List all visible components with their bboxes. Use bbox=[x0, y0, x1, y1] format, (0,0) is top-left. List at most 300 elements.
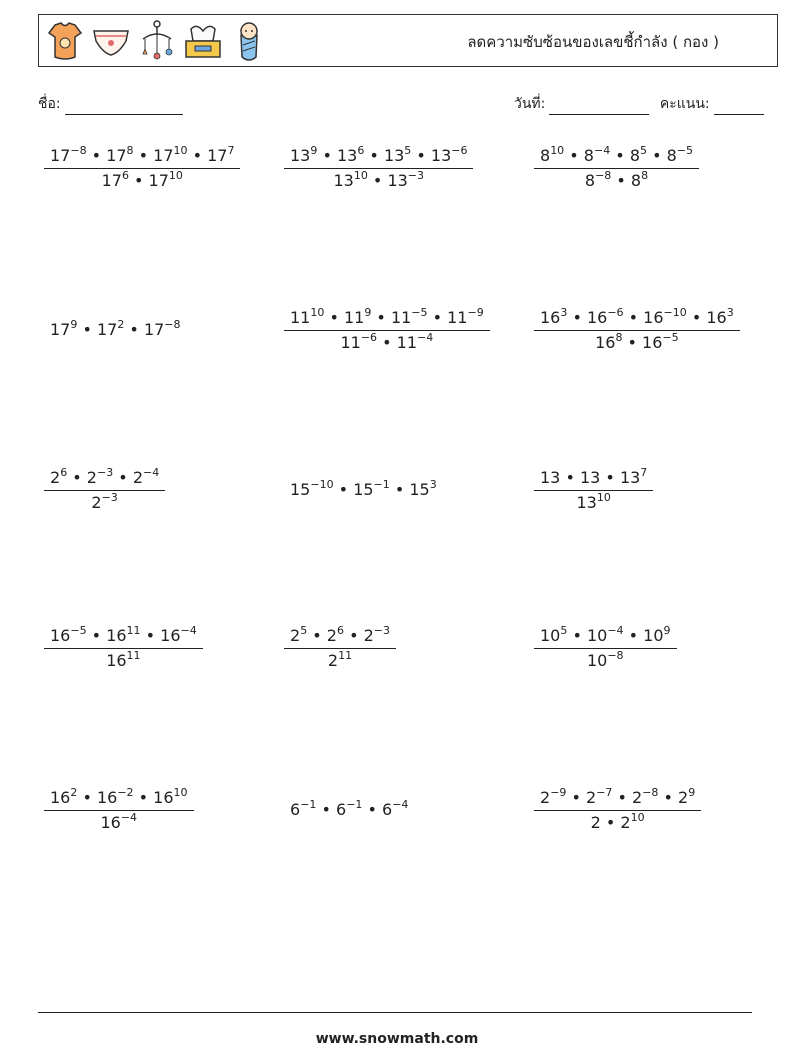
exponent: 9 bbox=[663, 624, 671, 637]
denominator bbox=[284, 330, 490, 351]
exponent: −3 bbox=[101, 491, 118, 504]
fraction bbox=[534, 624, 677, 670]
power-term bbox=[50, 146, 87, 165]
base: 16 bbox=[642, 333, 663, 352]
power-term bbox=[447, 308, 484, 327]
power-term bbox=[409, 480, 436, 499]
fraction bbox=[284, 306, 490, 352]
footer-url: www.snowmath.com bbox=[315, 1031, 479, 1047]
exponent: −4 bbox=[607, 624, 624, 637]
exponent: 9 bbox=[688, 786, 696, 799]
base: 6 bbox=[336, 800, 347, 819]
problem-4 bbox=[44, 318, 181, 339]
multiply-dot: • bbox=[317, 146, 337, 165]
problem-6 bbox=[534, 306, 740, 352]
multiply-dot: • bbox=[600, 813, 621, 832]
numerator bbox=[284, 144, 473, 168]
base: 16 bbox=[106, 651, 127, 670]
crib-mobile-icon bbox=[137, 19, 177, 63]
name-field bbox=[38, 93, 183, 115]
numerator bbox=[534, 786, 701, 810]
exponent: 9 bbox=[70, 318, 78, 331]
exponent: 3 bbox=[726, 306, 734, 319]
base: 6 bbox=[382, 800, 393, 819]
exponent: 6 bbox=[357, 144, 365, 157]
base: 13 bbox=[333, 171, 354, 190]
power-term bbox=[620, 813, 644, 832]
exponent: −10 bbox=[663, 306, 687, 319]
power-term bbox=[106, 651, 140, 670]
exponent: −9 bbox=[550, 786, 567, 799]
power-term bbox=[333, 171, 367, 190]
numerator bbox=[534, 466, 653, 490]
numerator bbox=[534, 306, 740, 330]
exponent: −4 bbox=[392, 798, 409, 811]
base: 16 bbox=[50, 626, 71, 645]
power-term bbox=[337, 146, 364, 165]
power-term bbox=[87, 468, 113, 487]
power-term bbox=[540, 146, 564, 165]
diaper-icon bbox=[91, 19, 131, 63]
exponent: −4 bbox=[593, 144, 611, 157]
multiply-dot: • bbox=[77, 788, 97, 807]
base: 2 bbox=[632, 788, 643, 807]
power-term bbox=[391, 308, 428, 327]
exponent: −1 bbox=[300, 798, 317, 811]
exponent: −2 bbox=[117, 786, 134, 799]
power-term bbox=[290, 800, 316, 819]
base: 16 bbox=[586, 308, 608, 327]
fraction bbox=[534, 306, 740, 352]
exponent: −5 bbox=[676, 144, 694, 157]
base: 16 bbox=[160, 626, 181, 645]
base: 16 bbox=[50, 788, 71, 807]
multiply-dot: • bbox=[427, 308, 448, 327]
power-term bbox=[290, 308, 324, 327]
multiply-dot: • bbox=[611, 171, 631, 190]
base: 2 bbox=[132, 468, 143, 487]
multiply-dot: • bbox=[86, 146, 107, 165]
base: 2 bbox=[290, 626, 301, 645]
denominator bbox=[44, 490, 165, 511]
base: 2 bbox=[540, 788, 551, 807]
power-term bbox=[91, 493, 117, 512]
swaddled-baby-icon bbox=[229, 19, 269, 63]
fraction bbox=[284, 624, 396, 670]
exponent: −6 bbox=[607, 306, 624, 319]
problem-5 bbox=[284, 306, 490, 352]
exponent: 5 bbox=[560, 624, 568, 637]
base: 16 bbox=[643, 308, 664, 327]
base: 17 bbox=[153, 146, 174, 165]
footer-divider bbox=[38, 1012, 752, 1013]
name-blank bbox=[65, 100, 183, 115]
fraction bbox=[44, 144, 240, 190]
base: 13 bbox=[576, 493, 597, 512]
power-term bbox=[153, 788, 187, 807]
exponent: 10 bbox=[168, 169, 183, 182]
power-term bbox=[100, 813, 137, 832]
base: 11 bbox=[340, 333, 361, 352]
exponent: −4 bbox=[120, 811, 138, 824]
date-blank bbox=[549, 100, 649, 115]
exponent: 3 bbox=[560, 306, 568, 319]
power-term bbox=[678, 788, 695, 807]
base: 17 bbox=[101, 171, 122, 190]
problem-3 bbox=[534, 144, 699, 190]
multiply-dot: • bbox=[124, 320, 144, 339]
multiply-dot: • bbox=[324, 308, 344, 327]
name-label: ชื่อ: bbox=[38, 96, 61, 112]
exponent: 5 bbox=[640, 144, 647, 157]
base: 2 bbox=[620, 813, 631, 832]
worksheet-title: ลดความซับซ้อนของเลขชี้กำลัง ( กอง ) bbox=[467, 33, 719, 51]
multiply-dot: • bbox=[77, 320, 97, 339]
problem-7 bbox=[44, 466, 165, 512]
exponent: 11 bbox=[338, 649, 353, 662]
fraction bbox=[534, 786, 701, 832]
power-term bbox=[50, 320, 77, 339]
base: 11 bbox=[396, 333, 418, 352]
power-term bbox=[353, 480, 390, 499]
power-term bbox=[364, 626, 390, 645]
multiply-dot: • bbox=[187, 146, 208, 165]
base: 8 bbox=[584, 171, 596, 190]
date-score-field bbox=[514, 93, 764, 115]
base: 2 bbox=[86, 468, 97, 487]
exponent: 10 bbox=[173, 786, 188, 799]
problem-11 bbox=[284, 624, 396, 670]
power-term bbox=[133, 468, 159, 487]
power-term bbox=[587, 626, 624, 645]
base: 2 bbox=[590, 813, 601, 832]
multiply-dot: • bbox=[316, 800, 337, 819]
problem-2 bbox=[284, 144, 473, 190]
power-term bbox=[643, 626, 670, 645]
denominator bbox=[44, 810, 194, 831]
power-term bbox=[540, 788, 566, 807]
multiply-dot: • bbox=[128, 171, 149, 190]
power-term bbox=[586, 788, 612, 807]
power-term bbox=[207, 146, 234, 165]
base: 17 bbox=[143, 320, 165, 339]
exponent: 11 bbox=[126, 649, 141, 662]
exponent: −9 bbox=[467, 306, 484, 319]
base: 16 bbox=[100, 813, 121, 832]
exponent: 10 bbox=[596, 491, 611, 504]
power-term bbox=[540, 626, 567, 645]
base: 10 bbox=[586, 651, 608, 670]
base: 8 bbox=[666, 146, 677, 165]
baby-bodysuit-icon bbox=[45, 19, 85, 63]
power-term bbox=[336, 800, 362, 819]
fraction bbox=[44, 466, 165, 512]
power-term bbox=[585, 171, 611, 190]
power-term bbox=[630, 146, 647, 165]
score-blank bbox=[714, 100, 764, 115]
exponent: 6 bbox=[336, 624, 344, 637]
tissue-box-icon bbox=[183, 19, 223, 63]
power-term bbox=[344, 308, 371, 327]
denominator bbox=[44, 648, 203, 669]
problem-9 bbox=[534, 466, 653, 512]
power-term bbox=[643, 308, 687, 327]
numerator bbox=[534, 144, 699, 168]
problem-12 bbox=[534, 624, 677, 670]
exponent: −8 bbox=[164, 318, 181, 331]
multiply-dot: • bbox=[622, 333, 643, 352]
base: 2 bbox=[91, 493, 102, 512]
exponent: −6 bbox=[451, 144, 468, 157]
exponent: 8 bbox=[615, 331, 623, 344]
exponent: 10 bbox=[310, 306, 325, 319]
multiply-dot: • bbox=[411, 146, 431, 165]
base: 2 bbox=[327, 651, 339, 670]
exponent: −10 bbox=[310, 478, 334, 491]
power-term bbox=[340, 333, 377, 352]
exponent: 2 bbox=[117, 318, 125, 331]
multiply-dot: • bbox=[623, 626, 644, 645]
base: 8 bbox=[583, 146, 594, 165]
exponent: −3 bbox=[96, 466, 114, 479]
exponent: −1 bbox=[373, 478, 390, 491]
expression bbox=[284, 798, 409, 819]
numerator bbox=[44, 466, 165, 490]
denominator bbox=[534, 810, 701, 831]
power-term bbox=[106, 626, 140, 645]
base: 8 bbox=[540, 146, 551, 165]
exponent: −7 bbox=[596, 786, 613, 799]
multiply-dot: • bbox=[600, 468, 620, 487]
exponent: 9 bbox=[310, 144, 318, 157]
base: 13 bbox=[430, 146, 452, 165]
fraction bbox=[534, 144, 699, 190]
header-box bbox=[38, 14, 778, 67]
base: 16 bbox=[153, 788, 174, 807]
power-term bbox=[106, 146, 133, 165]
power-term bbox=[144, 320, 181, 339]
base: 17 bbox=[96, 320, 118, 339]
denominator bbox=[44, 168, 240, 189]
multiply-dot: • bbox=[610, 146, 630, 165]
base: 11 bbox=[390, 308, 412, 327]
power-term bbox=[382, 800, 408, 819]
problem-1 bbox=[44, 144, 240, 190]
multiply-dot: • bbox=[567, 626, 587, 645]
multiply-dot: • bbox=[647, 146, 667, 165]
denominator bbox=[534, 490, 653, 511]
numerator bbox=[44, 624, 203, 648]
power-term bbox=[50, 468, 67, 487]
multiply-dot: • bbox=[367, 171, 388, 190]
power-term bbox=[540, 308, 567, 327]
power-term bbox=[290, 480, 334, 499]
exponent: 10 bbox=[550, 144, 565, 157]
exponent: −4 bbox=[180, 624, 197, 637]
power-term bbox=[595, 333, 622, 352]
exponent: −8 bbox=[595, 169, 612, 182]
exponent: 10 bbox=[630, 811, 645, 824]
base: 10 bbox=[540, 626, 561, 645]
power-term bbox=[706, 308, 733, 327]
power-term bbox=[584, 146, 610, 165]
numerator bbox=[44, 786, 194, 810]
fraction bbox=[44, 624, 203, 670]
power-term bbox=[290, 626, 307, 645]
exponent: 6 bbox=[60, 466, 68, 479]
power-term bbox=[431, 146, 468, 165]
multiply-dot: • bbox=[389, 480, 410, 499]
exponent: 7 bbox=[227, 144, 235, 157]
problem-13 bbox=[44, 786, 194, 832]
multiply-dot: • bbox=[612, 788, 633, 807]
fraction bbox=[284, 144, 473, 190]
multiply-dot: • bbox=[86, 626, 107, 645]
multiply-dot: • bbox=[362, 800, 383, 819]
power-term bbox=[97, 788, 134, 807]
power-term bbox=[642, 333, 679, 352]
expression bbox=[284, 478, 437, 499]
base: 2 bbox=[678, 788, 689, 807]
header-icons bbox=[45, 19, 269, 64]
problem-10 bbox=[44, 624, 203, 670]
multiply-dot: • bbox=[133, 146, 154, 165]
numerator bbox=[284, 306, 490, 330]
base: 10 bbox=[643, 626, 664, 645]
multiply-dot: • bbox=[686, 308, 707, 327]
exponent: 2 bbox=[70, 786, 78, 799]
power-term bbox=[587, 308, 624, 327]
base: 17 bbox=[50, 146, 71, 165]
base: 2 bbox=[586, 788, 597, 807]
power-term bbox=[587, 651, 624, 670]
base: 11 bbox=[343, 308, 365, 327]
denominator bbox=[284, 168, 473, 189]
power-term bbox=[387, 171, 424, 190]
base: 13 bbox=[387, 171, 408, 190]
base: 16 bbox=[595, 333, 616, 352]
numerator bbox=[534, 624, 677, 648]
power-term bbox=[540, 468, 560, 487]
power-term bbox=[631, 171, 648, 190]
base: 2 bbox=[363, 626, 374, 645]
base: 16 bbox=[706, 308, 727, 327]
numerator bbox=[44, 144, 240, 168]
exponent: −3 bbox=[407, 169, 425, 182]
power-term bbox=[50, 788, 77, 807]
exponent: −6 bbox=[360, 331, 378, 344]
numerator bbox=[284, 624, 396, 648]
fraction bbox=[44, 786, 194, 832]
denominator bbox=[284, 648, 396, 669]
exponent: 3 bbox=[429, 478, 437, 491]
multiply-dot: • bbox=[113, 468, 133, 487]
base: 11 bbox=[447, 308, 468, 327]
date-label: วันที่: bbox=[514, 96, 546, 112]
base: 13 bbox=[290, 146, 311, 165]
exponent: 5 bbox=[404, 144, 412, 157]
base: 10 bbox=[586, 626, 608, 645]
exponent: −8 bbox=[607, 649, 624, 662]
multiply-dot: • bbox=[133, 788, 154, 807]
power-term bbox=[632, 788, 658, 807]
problem-8 bbox=[284, 478, 437, 499]
power-term bbox=[153, 146, 187, 165]
exponent: −1 bbox=[346, 798, 363, 811]
fraction bbox=[534, 466, 653, 512]
base: 2 bbox=[50, 468, 61, 487]
exponent: 10 bbox=[353, 169, 368, 182]
base: 16 bbox=[96, 788, 118, 807]
denominator bbox=[534, 648, 677, 669]
exponent: 11 bbox=[126, 624, 141, 637]
multiply-dot: • bbox=[658, 788, 679, 807]
multiply-dot: • bbox=[566, 788, 587, 807]
exponent: −8 bbox=[70, 144, 87, 157]
base: 16 bbox=[106, 626, 127, 645]
multiply-dot: • bbox=[140, 626, 161, 645]
power-term bbox=[50, 626, 87, 645]
base: 8 bbox=[629, 146, 640, 165]
base: 17 bbox=[207, 146, 228, 165]
base: 2 bbox=[326, 626, 337, 645]
exponent: −5 bbox=[662, 331, 679, 344]
power-term bbox=[591, 813, 601, 832]
multiply-dot: • bbox=[67, 468, 87, 487]
base: 13 bbox=[619, 468, 641, 487]
multiply-dot: • bbox=[560, 468, 580, 487]
base: 13 bbox=[540, 468, 561, 487]
power-term bbox=[149, 171, 183, 190]
power-term bbox=[384, 146, 411, 165]
expression bbox=[44, 318, 181, 339]
exponent: 6 bbox=[121, 169, 129, 182]
multiply-dot: • bbox=[333, 480, 354, 499]
exponent: −5 bbox=[70, 624, 87, 637]
power-term bbox=[97, 320, 124, 339]
exponent: 8 bbox=[641, 169, 649, 182]
base: 17 bbox=[50, 320, 71, 339]
power-term bbox=[397, 333, 434, 352]
multiply-dot: • bbox=[364, 146, 384, 165]
power-term bbox=[620, 468, 647, 487]
base: 17 bbox=[148, 171, 169, 190]
multiply-dot: • bbox=[307, 626, 327, 645]
base: 11 bbox=[290, 308, 311, 327]
power-term bbox=[327, 626, 344, 645]
base: 15 bbox=[353, 480, 374, 499]
power-term bbox=[102, 171, 129, 190]
base: 17 bbox=[106, 146, 127, 165]
denominator bbox=[534, 168, 699, 189]
base: 15 bbox=[290, 480, 311, 499]
exponent: 10 bbox=[173, 144, 188, 157]
exponent: 8 bbox=[126, 144, 134, 157]
base: 15 bbox=[409, 480, 430, 499]
problem-14 bbox=[284, 798, 409, 819]
power-term bbox=[576, 493, 610, 512]
denominator bbox=[534, 330, 740, 351]
multiply-dot: • bbox=[343, 626, 364, 645]
power-term bbox=[667, 146, 693, 165]
base: 6 bbox=[290, 800, 301, 819]
exponent: 5 bbox=[300, 624, 308, 637]
exponent: 7 bbox=[640, 466, 648, 479]
base: 8 bbox=[630, 171, 642, 190]
multiply-dot: • bbox=[567, 308, 587, 327]
base: 13 bbox=[579, 468, 601, 487]
base: 16 bbox=[540, 308, 561, 327]
